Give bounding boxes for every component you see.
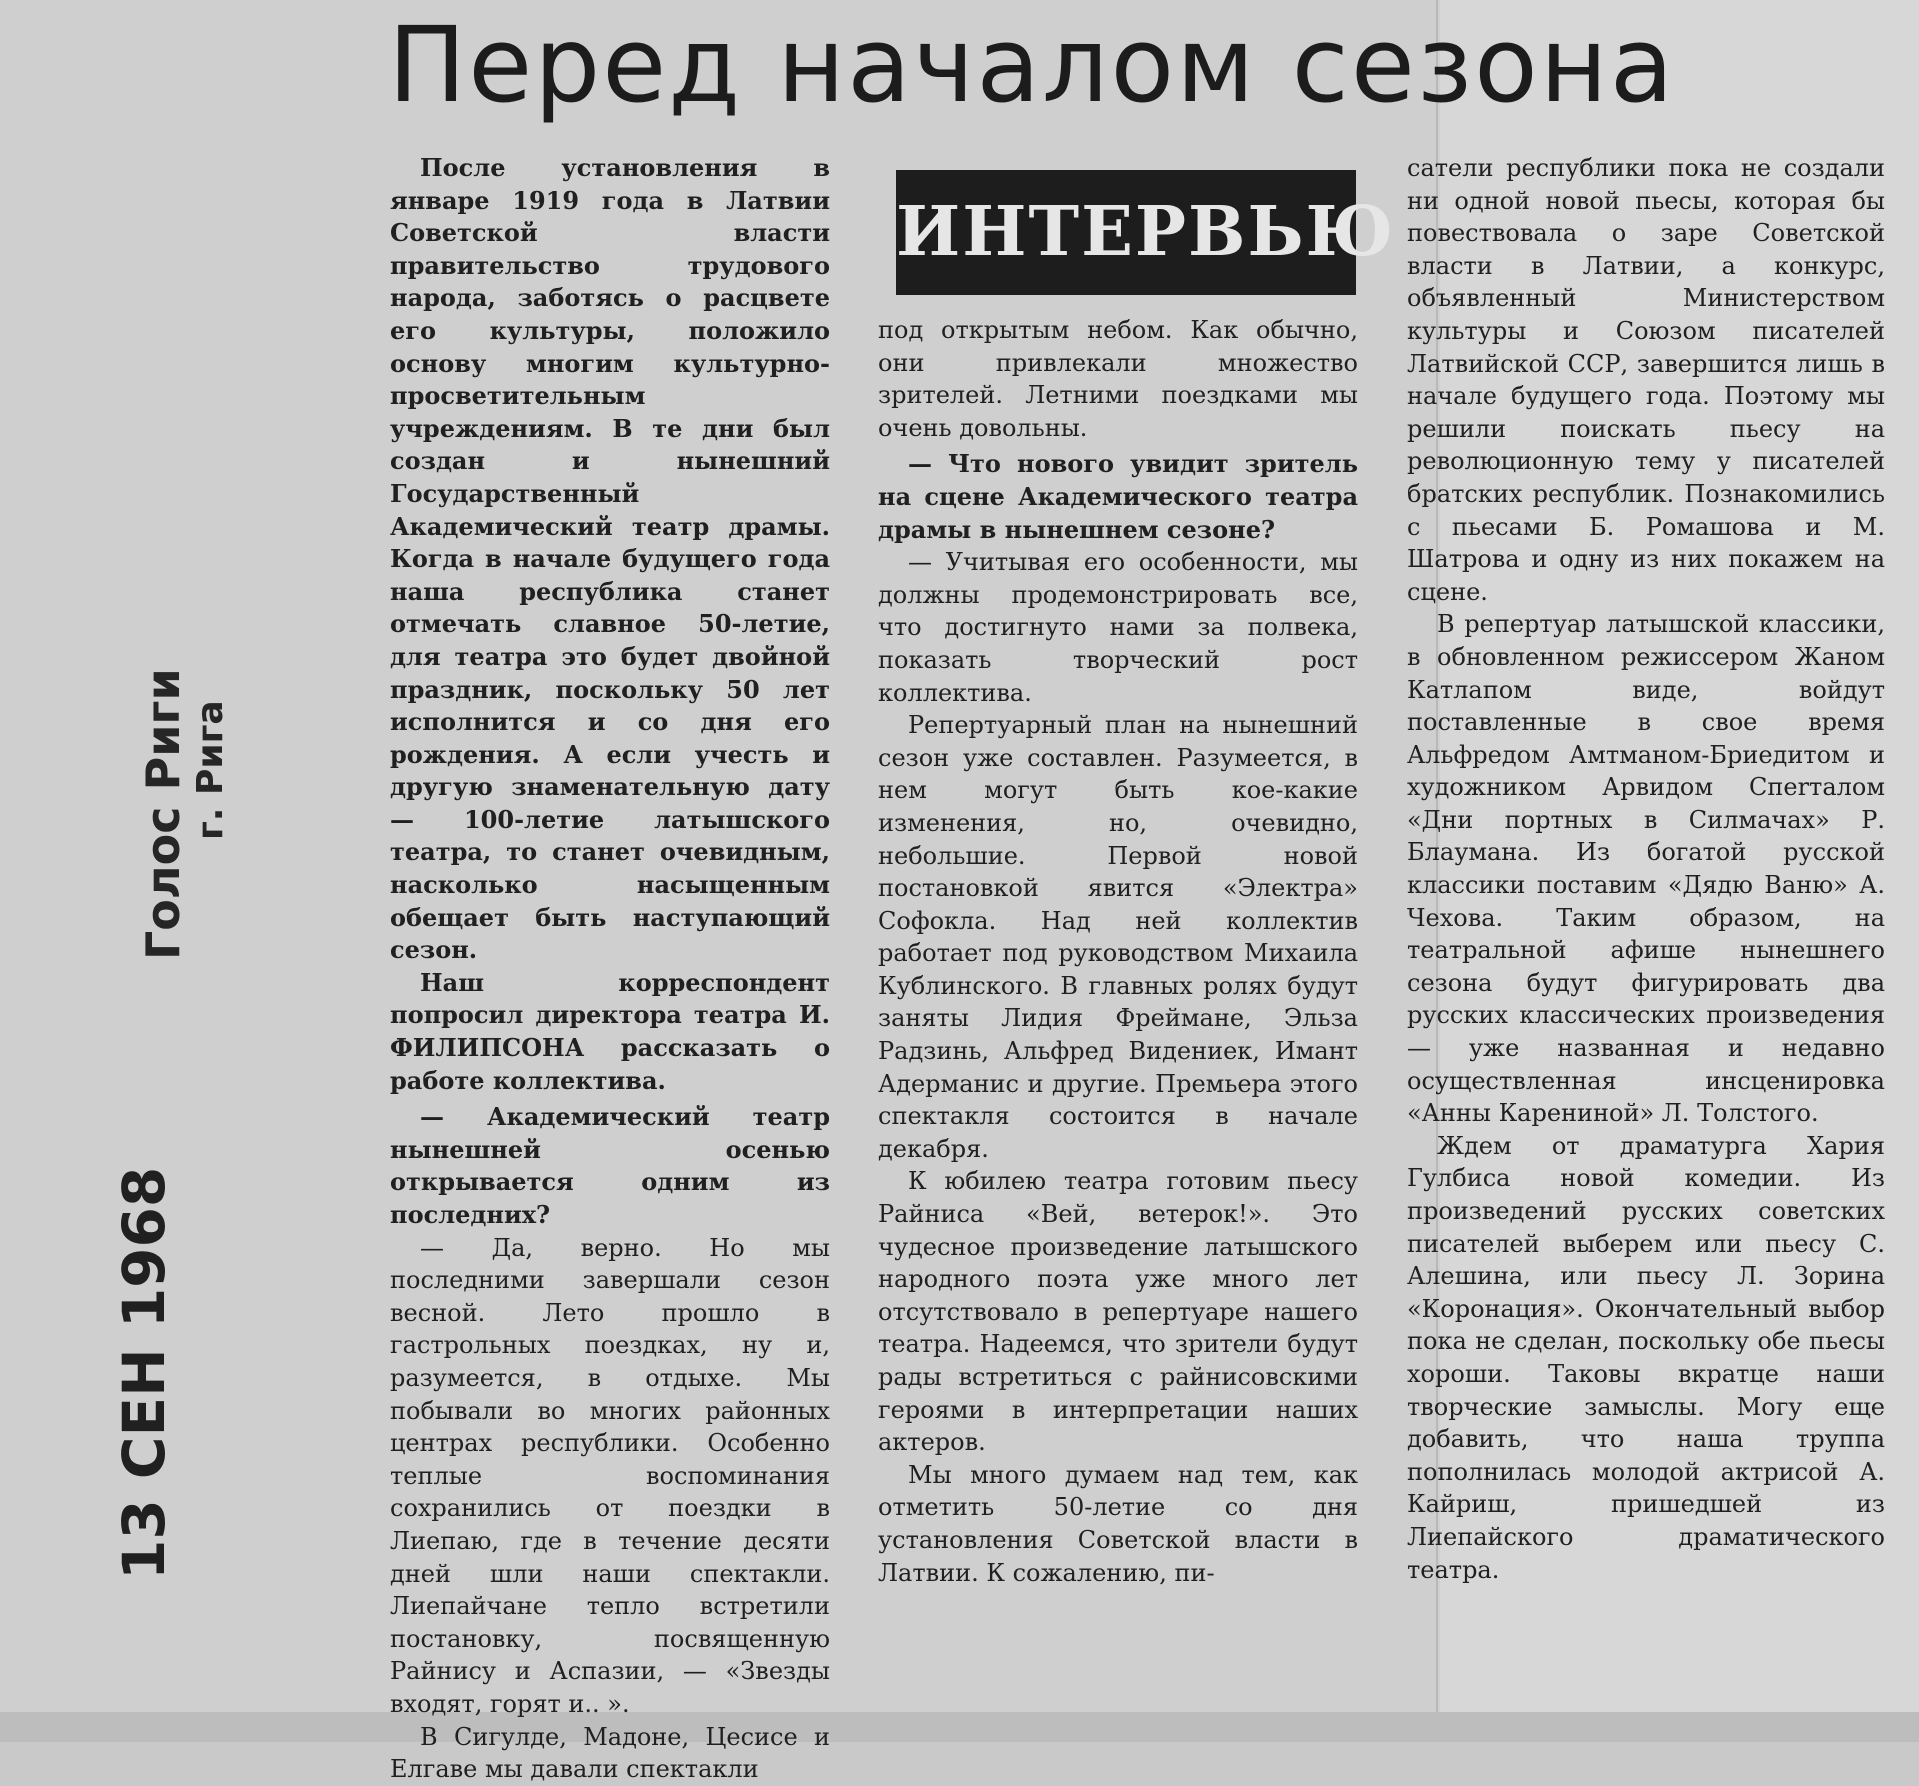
article-paragraph: сатели республики пока не создали ни одной новой пьесы, которая бы повествовала о заре Советской власти в Латвии, а конкурс, объявленный Министерством культуры и Союзом писателей Латвийской ССР, завершится лишь в начале будущего года. Поэтому мы решили поискать пьесу на революционную тему у писателей братских республик. Познакомились с пьесами Б. Ромашова и М. Шатрова и одну из них покажем на сцене. [1407, 154, 1885, 606]
lead-paragraph-2: Наш корреспондент попросил директора театра И. ФИЛИПСОНА рассказать о работе коллектива. [390, 967, 830, 1095]
interview-answer-2: — Учитывая его особенности, мы должны продемонстрировать все, что достигнуто нами за полвека, показать творческий рост коллектива. [878, 548, 1358, 707]
headline: Перед началом сезона [388, 4, 1676, 126]
bottom-margin [0, 1712, 1919, 1742]
interview-question-1: — Академический театр нынешней осенью открывается одним из последних? [390, 1102, 830, 1229]
lead-paragraph: После установления в январе 1919 года в Латвии Советской власти правительство трудового народа, заботясь о расцвете его культуры, положило основу многим культурно-просветительным учреждениям. В те дни был создан и нынешний Государственный Академический театр драмы. Когда в начале будущего года наша республика станет отмечать славное 50-летие, для театра это будет двойной праздник, поскольку 50 лет исполнится и со дня его рождения. А если учесть и другую знаменательную дату — 100-летие латышского театра, то станет очевидным, насколько насыщенным обещает быть наступающий сезон. [390, 153, 830, 965]
date-stamp: 13 СЕН 1968 [110, 1166, 178, 1580]
article-paragraph: Репертуарный план на нынешний сезон уже составлен. Разумеется, в нем могут быть кое-какие изменения, но, очевидно, небольшие. Первой новой постановкой явится «Электра» Софокла. Над ней коллектив работает под руководством Михаила Кублинского. В главных ролях будут заняты Лидия Фреймане, Эльза Радзинь, Альфред Видениек, Имант Адерманис и другие. Премьера этого спектакля состоится в начале декабря. [878, 711, 1358, 1163]
article-paragraph: Ждем от драматурга Хария Гулбиса новой комедии. Из произведений русских советских писателей выберем или пьесу С. Алешина, или пьесу Л. Зорина «Коронация». Окончательный выбор пока не сделан, поскольку обе пьесы хороши. Таковы вкратце наши творческие замыслы. Могу еще добавить, что наша труппа пополнилась молодой актрисой А. Кайриш, пришедшей из Лиепайского драматического театра. [1407, 1131, 1885, 1584]
rubric-label: ИНТЕРВЬЮ [896, 170, 1356, 295]
stamp-city: г. Рига [190, 700, 231, 840]
article-paragraph: Мы много думаем над тем, как отметить 50-летие со дня установления Советской власти в Латвии. К сожалению, пи- [878, 1460, 1358, 1587]
source-stamp [60, 540, 260, 960]
interview-answer-1: — Да, верно. Но мы последними завершали сезон весной. Лето прошло в гастрольных поездках, ну и, разумеется, в отдыхе. Мы побывали во многих районных центрах республики. Особенно теплые воспоминания сохранились от поездки в Лиепаю, где в течение десяти дней шли наши спектакли. Лиепайчане тепло встретили постановку, посвященную Райнису и Аспазии, — «Звезды входят, горят и.. ». [390, 1233, 830, 1718]
article-paragraph: В репертуар латышской классики, в обновленном режиссером Жаном Катлапом виде, войдут поставленные в свое время Альфредом Амтманом-Бриедитом и художником Арвидом Спerталом «Дни портных в Силмачах» Р. Блаумана. Из богатой русской классики поставим «Дядю Ваню» А. Чехова. Таким образом, на театральной афише нынешнего сезона будут фигурировать два русских классических произведения — уже названная и недавно осуществленная инсценировка «Анны Карениной» Л. Толстого. [1407, 610, 1885, 1128]
article-column-3 [1407, 152, 1885, 1672]
article-column-1 [390, 152, 830, 1784]
article-paragraph: под открытым небом. Как обычно, они привлекали множество зрителей. Летними поездками мы очень довольны. [878, 316, 1358, 442]
article-paragraph: К юбилею театра готовим пьесу Райниса «Вей, ветерок!». Это чудесное произведение латышского народного поэта уже много лет отсутствовало в репертуаре нашего театра. Надеемся, что зрители будут рады встретиться с райнисовскими героями в интерпретации наших актеров. [878, 1167, 1358, 1457]
article-column-2 [878, 314, 1358, 1674]
interview-question-2: — Что нового увидит зритель на сцене Академического театра драмы в нынешнем сезоне? [878, 449, 1358, 544]
article-paragraph: В Сигулде, Мадоне, Цесисе и Елгаве мы давали спектакли [390, 1722, 830, 1784]
stamp-newspaper-name: Голос Риги [136, 668, 190, 960]
